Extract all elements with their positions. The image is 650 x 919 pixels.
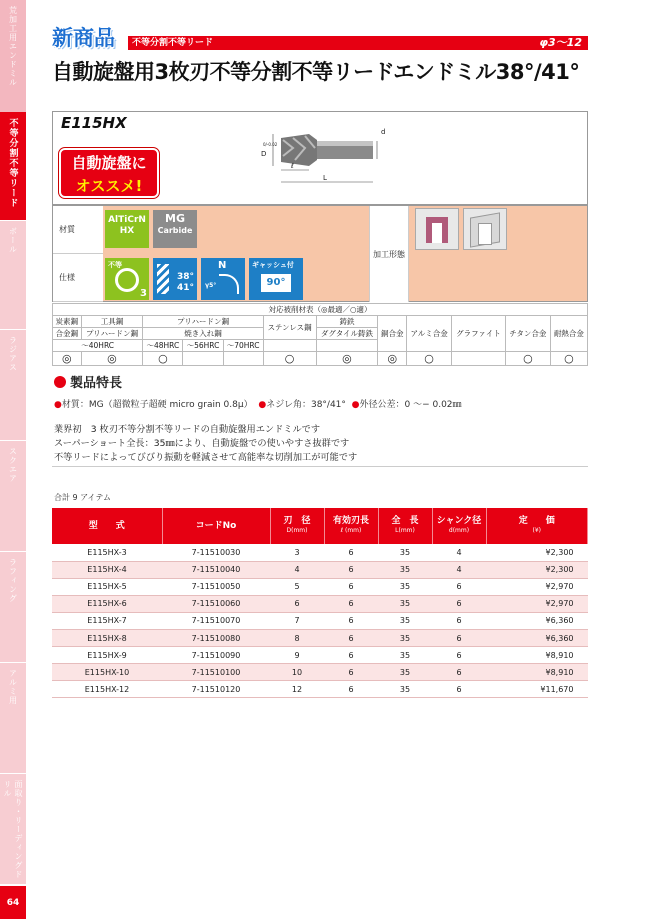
rake-icon [219,274,239,294]
cell-model: E115HX-7 [52,612,162,629]
mark-carbon: ◎ [53,352,82,366]
cell-dia: 6 [270,595,324,612]
mark-tool: ◎ [81,352,143,366]
col-code: コードNo [162,508,270,544]
hrc-56: 〜56HRC [183,340,223,352]
cell-model: E115HX-10 [52,664,162,681]
side-tab-ball[interactable] [0,221,26,329]
side-tab-roughing[interactable] [0,0,26,112]
recommend-badge [59,148,159,198]
mat-stainless: ステンレス鋼 [263,316,316,340]
cell-shank: 6 [432,578,486,595]
spec-helix: ネジレ角：38°/41° [266,400,346,410]
mat-copper: 銅合金 [378,316,407,352]
table-row [52,544,588,561]
mark-aluminum: ○ [407,352,452,366]
features-heading [54,372,122,391]
side-tab-label: 不等分割不等リード [7,118,18,208]
mark-70 [223,352,263,366]
desc-line1: 業界初 3 枚刃不等分割不等リードの自動旋盤用エンドミルです [54,424,321,435]
mark-stainless: ○ [263,352,316,366]
cell-total: 35 [378,681,432,698]
bullet-icon: ● [351,400,360,410]
cell-total: 35 [378,647,432,664]
feature-description [54,423,588,465]
cell-len: 6 [324,681,378,698]
cell-model: E115HX-8 [52,629,162,646]
spec-tolerance: 外径公差：0 〜− 0.02㎜ [359,400,462,410]
spec-material: 材質：MG（超微粒子超硬 micro grain 0.8μ） [61,400,253,410]
mark-copper: ◎ [378,352,407,366]
cell-price: ¥6,360 [486,612,588,629]
helix-icon [157,264,169,294]
cell-model: E115HX-9 [52,647,162,664]
col-shank-label: シャンク径 [436,516,482,526]
desc-line3: 不等リードによってびびり振動を軽減させて高能率な切削加工が可能です [54,452,358,463]
mat-prehard-sub: プリハードン鋼 [81,328,143,340]
cell-dia: 5 [270,578,324,595]
cell-code: 7-11510120 [162,681,270,698]
items-table [52,508,588,698]
table-row [52,681,588,698]
shape-slot-icon [415,208,459,250]
rake-chip [201,258,245,300]
side-tab-square[interactable] [0,441,26,551]
dim-l-label: ℓ [291,162,294,170]
item-count: 合計 9 アイテム [54,493,112,502]
mark-56 [183,352,223,366]
flute-count: 3 [140,288,147,299]
helix-angle-2: 41° [176,283,194,293]
hrc-48: 〜48HRC [143,340,183,352]
material-label: 材質 [53,206,103,254]
substrate-chip [153,210,197,248]
tool-drawing [253,126,453,192]
side-tab-radius[interactable] [0,330,26,440]
cell-shank: 6 [432,647,486,664]
product-box [52,111,588,205]
cell-total: 35 [378,629,432,646]
cell-len: 6 [324,544,378,561]
side-tab-label: スクエア [8,447,18,483]
dim-d-label: d [381,128,386,136]
col-total-label: 全 長 [391,516,419,526]
cell-price: ¥8,910 [486,647,588,664]
mat-alloy: 合金鋼 [53,328,82,340]
diameter-range: φ3〜12 [539,36,582,49]
side-tab-label: ラフィング [8,558,18,603]
category-label: 不等分割不等リード [132,38,214,48]
cell-price: ¥8,910 [486,664,588,681]
rake-angle: γ5° [205,282,217,289]
cell-code: 7-11510080 [162,629,270,646]
dim-D-label: D [261,150,267,158]
machining-shape-label: 加工形態 [369,206,409,302]
cell-price: ¥2,970 [486,595,588,612]
cell-dia: 7 [270,612,324,629]
cell-total: 35 [378,664,432,681]
col-len [324,508,378,544]
cell-len: 6 [324,647,378,664]
col-price-label: 定 価 [518,516,555,526]
table-row [52,647,588,664]
cell-dia: 12 [270,681,324,698]
cell-total: 35 [378,612,432,629]
cell-shank: 6 [432,595,486,612]
table-row [52,578,588,595]
new-product-badge: 新商品 [52,26,115,50]
col-dia-label: 刃 径 [283,516,311,526]
cell-shank: 6 [432,612,486,629]
shape-side-icon [463,208,507,250]
recommend-line2: オススメ! [75,177,143,195]
cell-code: 7-11510070 [162,612,270,629]
cell-len: 6 [324,612,378,629]
cell-code: 7-11510100 [162,664,270,681]
flute-icon [115,268,139,292]
substrate-line2: Carbide [157,226,193,235]
cell-total: 35 [378,595,432,612]
helix-chip [153,258,197,300]
col-price [486,508,588,544]
cell-dia: 10 [270,664,324,681]
side-tab-aluminum[interactable] [0,663,26,773]
col-dia-unit: D(mm) [286,527,308,534]
spec-table [52,205,588,302]
mark-heatres: ○ [550,352,587,366]
cell-shank: 6 [432,681,486,698]
side-tab-label: 荒加工用エンドミル [8,6,18,87]
side-tab-label: 面取り・リーディングドリル [3,780,23,879]
mat-tool: 工具鋼 [81,316,143,328]
unequal-label: 不等 [108,261,122,269]
mat-carbon: 炭素鋼 [53,316,82,328]
hrc-40: 〜40HRC [53,340,143,352]
side-tab-label: ボール [8,227,18,254]
table-row [52,664,588,681]
mat-titanium: チタン合金 [505,316,550,352]
cell-dia: 9 [270,647,324,664]
features-heading-text: 製品特長 [70,376,123,391]
cell-code: 7-11510090 [162,647,270,664]
side-index [0,0,26,919]
header [52,22,588,50]
cell-dia: 4 [270,561,324,578]
gash-angle: 90° [261,274,291,292]
hrc-70: 〜70HRC [223,340,263,352]
table-row [52,561,588,578]
col-shank [432,508,486,544]
col-model: 型 式 [52,508,162,544]
material-table-title: 対応被削材表（◎最適／○適） [53,304,588,316]
page-title: 自動旋盤用3枚刃不等分割不等リードエンドミル38°/41° [52,60,580,84]
page-number: 64 [0,886,26,919]
gash-label: ギャッシュ付 [252,261,294,269]
unequal-flute-chip [105,258,149,300]
cell-shank: 4 [432,544,486,561]
recommend-line1: 自動旋盤に [71,154,147,172]
side-tab-chamfer[interactable] [0,774,26,884]
col-price-unit: (¥) [532,527,541,534]
category-bar [128,36,588,50]
helix-angle-1: 38° [176,272,194,282]
cell-price: ¥2,300 [486,544,588,561]
table-row [52,595,588,612]
cell-len: 6 [324,595,378,612]
bullet-icon: ● [258,400,267,410]
cell-price: ¥11,670 [486,681,588,698]
cell-code: 7-11510060 [162,595,270,612]
cell-dia: 3 [270,544,324,561]
side-tab-label: アルミ用 [8,669,18,705]
mat-aluminum: アルミ合金 [407,316,452,352]
table-row [52,612,588,629]
col-dia [270,508,324,544]
cell-code: 7-11510040 [162,561,270,578]
cell-code: 7-11510050 [162,578,270,595]
cell-shank: 4 [432,561,486,578]
cell-len: 6 [324,578,378,595]
mat-castiron: 鋳鉄 [316,316,378,328]
coating-chip [105,210,149,248]
cell-price: ¥2,300 [486,561,588,578]
coating-line1: AlTiCrN [108,215,146,225]
spec-label: 仕様 [53,254,103,302]
mat-heatres: 耐熱合金 [550,316,587,352]
cell-len: 6 [324,561,378,578]
mat-hardened: 焼き入れ鋼 [143,328,263,340]
dim-L-label: L [323,174,327,182]
gash-chip [249,258,303,300]
product-code: E115HX [61,114,127,132]
cell-shank: 6 [432,629,486,646]
cell-code: 7-11510030 [162,544,270,561]
cell-len: 6 [324,629,378,646]
col-len-label: 有効刃長 [332,516,369,526]
cell-model: E115HX-12 [52,681,162,698]
substrate-line1: MG [165,212,185,225]
cell-total: 35 [378,561,432,578]
side-tab-label: ラジアス [8,336,18,372]
material-compat-table [52,303,588,366]
desc-line2: スーパーショート全長：35㎜により、自動旋盤での使いやすさ抜群です [54,438,350,449]
cell-price: ¥2,970 [486,578,588,595]
cell-len: 6 [324,664,378,681]
mark-castiron: ◎ [316,352,378,366]
endmill-icon [281,134,373,166]
dim-tol-label: 0/-0.02 [263,142,278,147]
cell-model: E115HX-5 [52,578,162,595]
cell-dia: 8 [270,629,324,646]
rake-label: N [218,260,227,271]
cell-price: ¥6,360 [486,629,588,646]
coating-line2: HX [119,226,135,236]
mark-graphite [452,352,506,366]
cell-shank: 6 [432,664,486,681]
cell-model: E115HX-4 [52,561,162,578]
col-len-unit: ℓ (mm) [340,527,362,534]
cell-model: E115HX-6 [52,595,162,612]
cell-model: E115HX-3 [52,544,162,561]
divider [52,466,588,467]
mark-titanium: ○ [505,352,550,366]
col-total-unit: L(mm) [395,527,415,534]
mat-prehard: プリハードン鋼 [143,316,263,328]
table-row [52,629,588,646]
bullet-dot-icon [54,376,66,388]
mark-48: ○ [143,352,183,366]
cell-total: 35 [378,578,432,595]
mat-graphite: グラファイト [452,316,506,352]
cell-total: 35 [378,544,432,561]
feature-specs [54,397,462,410]
col-total [378,508,432,544]
bullet-icon: ● [54,400,62,410]
side-tab-roughing2[interactable] [0,552,26,662]
mat-ductile: ダグタイル鋳鉄 [316,328,378,340]
col-shank-unit: d(mm) [448,527,470,534]
side-tab-unequal[interactable] [0,112,26,220]
